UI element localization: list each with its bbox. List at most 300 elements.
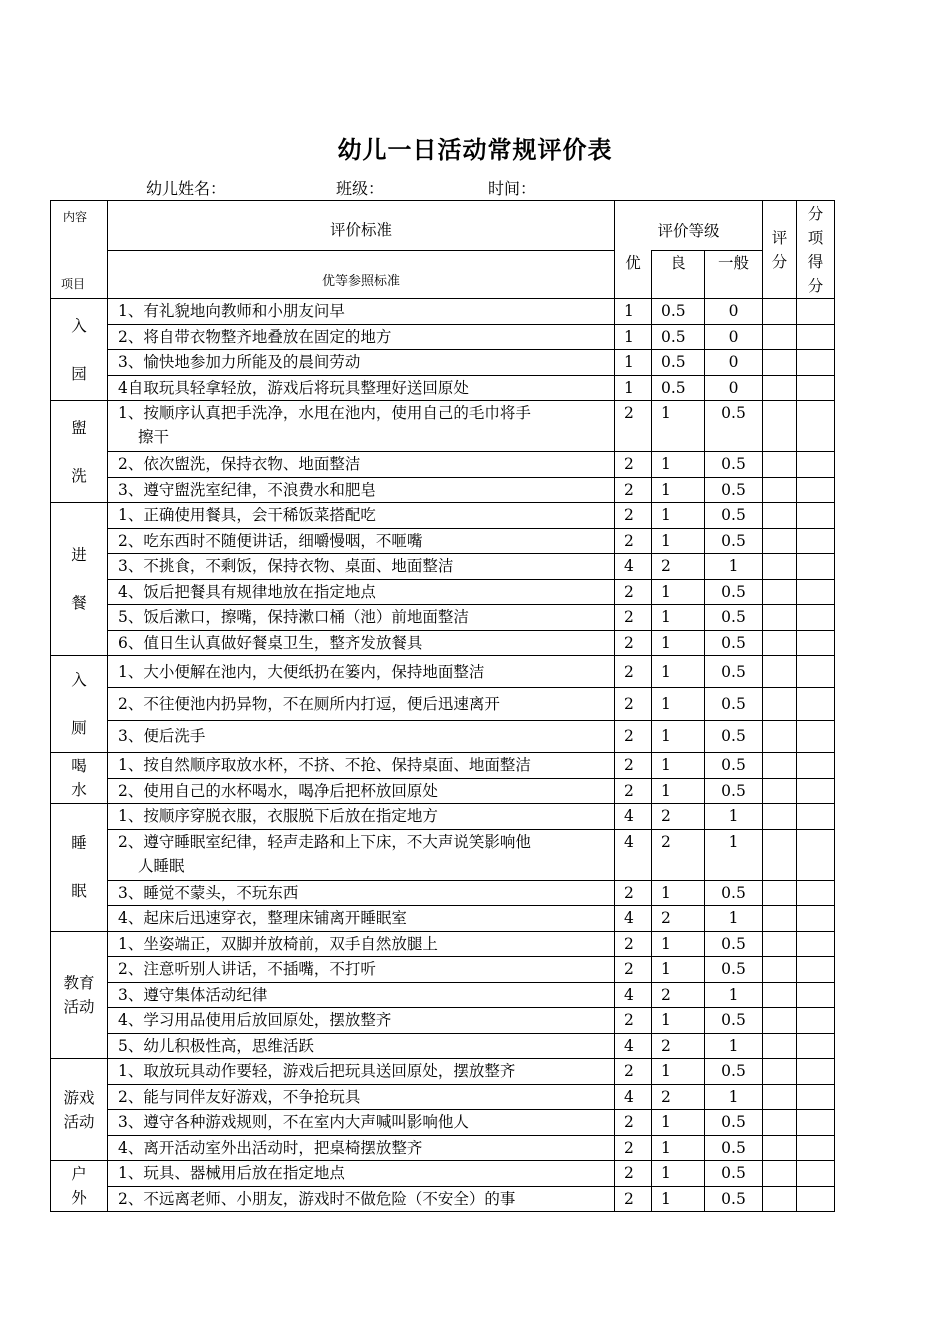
score-input-cell[interactable]: [763, 829, 797, 880]
grade-you-value: 2: [615, 880, 652, 906]
grade-liang-value: 1: [652, 931, 705, 957]
grade-yiban-value: 1: [705, 804, 763, 830]
criteria-cell: [108, 906, 615, 932]
header-row-2: [51, 251, 835, 299]
table-row: [51, 528, 835, 554]
score-input-cell[interactable]: [763, 778, 797, 804]
grade-yiban-value: 0.5: [705, 688, 763, 720]
criteria-cell: [108, 579, 615, 605]
item-score-input-cell[interactable]: [797, 324, 835, 350]
grade-yiban-value: 1: [705, 1033, 763, 1059]
grade-yiban-value: 1: [705, 829, 763, 880]
score-input-cell[interactable]: [763, 1033, 797, 1059]
grade-you-value: 2: [615, 957, 652, 983]
category-cell: [51, 401, 108, 503]
grade-yiban-header: 一般: [705, 251, 763, 299]
criteria-text: 4、学习用品使用后放回原处，摆放整齐: [118, 1011, 392, 1030]
score-input-cell[interactable]: [763, 906, 797, 932]
criteria-cell: [108, 630, 615, 656]
score-input-cell[interactable]: [763, 299, 797, 325]
grade-you-value: 1: [615, 324, 652, 350]
item-score-input-cell[interactable]: [797, 1161, 835, 1187]
category-cell: [51, 753, 108, 804]
grade-yiban-value: 0.5: [705, 1186, 763, 1212]
item-score-input-cell[interactable]: [797, 452, 835, 478]
table-row: [51, 656, 835, 688]
criteria-cell: [108, 1008, 615, 1034]
criteria-text: 2、能与同伴友好游戏，不争抢玩具: [118, 1087, 361, 1106]
criteria-text-continued: 人睡眠: [138, 856, 185, 875]
criteria-cell: [108, 753, 615, 779]
grade-yiban-value: 0.5: [705, 1110, 763, 1136]
grade-liang-value: 2: [652, 982, 705, 1008]
grade-you-value: 4: [615, 1033, 652, 1059]
grade-you-value: 4: [615, 982, 652, 1008]
grade-liang-value: 1: [652, 503, 705, 529]
grade-you-value: 1: [615, 375, 652, 401]
grade-yiban-value: 1: [705, 1084, 763, 1110]
table-row: [51, 554, 835, 580]
grade-you-value: 2: [615, 401, 652, 452]
score-input-cell[interactable]: [763, 688, 797, 720]
criteria-text: 3、遵守各种游戏规则，不在室内大声喊叫影响他人: [118, 1113, 469, 1132]
table-row: [51, 324, 835, 350]
grade-yiban-value: 0.5: [705, 1135, 763, 1161]
item-score-input-cell[interactable]: [797, 753, 835, 779]
table-row: [51, 753, 835, 779]
criteria-cell: [108, 1059, 615, 1085]
grade-you-value: 2: [615, 605, 652, 631]
criteria-text: 3、便后洗手: [118, 727, 206, 746]
item-score-input-cell[interactable]: [797, 477, 835, 503]
grade-you-value: 2: [615, 778, 652, 804]
item-score-input-cell[interactable]: [797, 1008, 835, 1034]
grade-liang-value: 1: [652, 880, 705, 906]
criteria-cell: [108, 477, 615, 503]
score-input-cell[interactable]: [763, 554, 797, 580]
criteria-cell: [108, 1186, 615, 1212]
score-input-cell[interactable]: [763, 753, 797, 779]
criteria-cell: [108, 528, 615, 554]
score-input-cell[interactable]: [763, 1161, 797, 1187]
criteria-cell: [108, 1110, 615, 1136]
grade-liang-value: 1: [652, 688, 705, 720]
table-row: [51, 1033, 835, 1059]
grade-yiban-value: 0.5: [705, 528, 763, 554]
score-input-cell[interactable]: [763, 350, 797, 376]
item-score-input-cell[interactable]: [797, 375, 835, 401]
category-label: 睡眠: [71, 834, 87, 901]
score-input-cell[interactable]: [763, 957, 797, 983]
grade-you-value: 2: [615, 1110, 652, 1136]
grade-yiban-value: 0.5: [705, 656, 763, 688]
criteria-cell: [108, 503, 615, 529]
table-row: [51, 299, 835, 325]
grade-yiban-value: 0.5: [705, 957, 763, 983]
grade-yiban-value: 0.5: [705, 630, 763, 656]
score-input-cell[interactable]: [763, 401, 797, 452]
table-row: [51, 630, 835, 656]
grade-liang-value: 1: [652, 1135, 705, 1161]
grade-you-value: 1: [615, 299, 652, 325]
grade-liang-value: 2: [652, 1084, 705, 1110]
grade-liang-value: 0.5: [652, 350, 705, 376]
item-score-input-cell[interactable]: [797, 957, 835, 983]
grade-you-value: 2: [615, 1135, 652, 1161]
grade-liang-value: 1: [652, 1008, 705, 1034]
grade-yiban-value: 0: [705, 324, 763, 350]
table-row: [51, 350, 835, 376]
table-row: [51, 1135, 835, 1161]
grade-liang-value: 2: [652, 1033, 705, 1059]
table-row: [51, 931, 835, 957]
grade-yiban-value: 0.5: [705, 503, 763, 529]
score-input-cell[interactable]: [763, 579, 797, 605]
criteria-text: 3、不挑食，不剩饭，保持衣物、桌面、地面整洁: [118, 557, 454, 576]
grade-liang-value: 1: [652, 452, 705, 478]
category-label: 入厕: [71, 671, 87, 737]
criteria-text: 3、遵守盥洗室纪律，不浪费水和肥皂: [118, 480, 376, 499]
criteria-cell: [108, 554, 615, 580]
item-score-input-cell[interactable]: [797, 906, 835, 932]
category-label: 入园: [71, 316, 87, 383]
criteria-cell: [108, 778, 615, 804]
criteria-cell: [108, 880, 615, 906]
criteria-cell: [108, 324, 615, 350]
grade-liang-value: 1: [652, 778, 705, 804]
header-row-1: [51, 201, 835, 251]
grade-you-header: 优: [615, 251, 652, 299]
grade-yiban-value: 0.5: [705, 579, 763, 605]
item-score-input-cell[interactable]: [797, 299, 835, 325]
item-score-input-cell[interactable]: [797, 1033, 835, 1059]
grade-you-value: 2: [615, 753, 652, 779]
score-input-cell[interactable]: [763, 1110, 797, 1136]
category-cell: [51, 299, 108, 401]
score-input-cell[interactable]: [763, 1059, 797, 1085]
grade-you-value: 2: [615, 656, 652, 688]
item-score-input-cell[interactable]: [797, 880, 835, 906]
criteria-subheader: 优等参照标准: [108, 251, 615, 299]
grade-yiban-value: 1: [705, 906, 763, 932]
item-score-input-cell[interactable]: [797, 1084, 835, 1110]
grade-liang-value: 1: [652, 1161, 705, 1187]
grade-liang-value: 0.5: [652, 375, 705, 401]
evaluation-table: [50, 200, 835, 1212]
table-row: [51, 579, 835, 605]
item-score-input-cell[interactable]: [797, 605, 835, 631]
item-score-input-cell[interactable]: [797, 1110, 835, 1136]
criteria-text: 1、取放玩具动作要轻，游戏后把玩具送回原处，摆放整齐: [118, 1062, 516, 1081]
score-input-cell[interactable]: [763, 804, 797, 830]
score-input-cell[interactable]: [763, 605, 797, 631]
category-cell: [51, 1161, 108, 1212]
grade-yiban-value: 0: [705, 299, 763, 325]
category-cell: [51, 804, 108, 932]
criteria-text-continued: 擦干: [138, 428, 170, 446]
criteria-text: 1、正确使用餐具，会干稀饭菜搭配吃: [118, 506, 376, 525]
grade-liang-value: 1: [652, 605, 705, 631]
criteria-text: 4、起床后迅速穿衣，整理床铺离开睡眠室: [118, 909, 407, 928]
table-row: [51, 1161, 835, 1187]
criteria-header: 评价标准: [108, 201, 615, 251]
criteria-cell: [108, 1161, 615, 1187]
criteria-text: 1、有礼貌地向教师和小朋友问早: [118, 302, 345, 321]
criteria-text: 5、幼儿积极性高，思维活跃: [118, 1036, 314, 1055]
grade-yiban-value: 0.5: [705, 720, 763, 752]
score-header: 评分: [763, 201, 797, 299]
grade-liang-value: 1: [652, 753, 705, 779]
page-title: 幼儿一日活动常规评价表: [337, 136, 613, 164]
grade-liang-value: 1: [652, 401, 705, 452]
item-score-input-cell[interactable]: [797, 829, 835, 880]
table-row: [51, 688, 835, 720]
criteria-cell: [108, 375, 615, 401]
category-cell: [51, 1059, 108, 1161]
criteria-text: 2、依次盥洗，保持衣物、地面整洁: [118, 455, 361, 474]
grade-yiban-value: 0.5: [705, 880, 763, 906]
score-input-cell[interactable]: [763, 931, 797, 957]
grade-you-value: 2: [615, 1059, 652, 1085]
criteria-cell: [108, 1084, 615, 1110]
criteria-text: 3、睡觉不蒙头，不玩东西: [118, 883, 299, 902]
grade-liang-value: 2: [652, 906, 705, 932]
table-row: [51, 906, 835, 932]
criteria-text: 3、愉快地参加力所能及的晨间劳动: [118, 353, 361, 372]
grade-you-value: 2: [615, 720, 652, 752]
grade-yiban-value: 0.5: [705, 401, 763, 452]
table-row: [51, 503, 835, 529]
grade-yiban-value: 0.5: [705, 1161, 763, 1187]
criteria-text: 5、饭后漱口，擦嘴，保持漱口桶（池）前地面整洁: [118, 608, 469, 627]
grade-you-value: 2: [615, 1186, 652, 1212]
table-row: [51, 477, 835, 503]
grade-liang-value: 2: [652, 804, 705, 830]
category-label: 游戏活动: [63, 1088, 95, 1131]
score-input-cell[interactable]: [763, 1135, 797, 1161]
grade-you-value: 2: [615, 1161, 652, 1187]
criteria-text: 2、不往便池内扔异物，不在厕所内打逗，便后迅速离开: [118, 694, 500, 713]
score-input-cell[interactable]: [763, 720, 797, 752]
table-row: [51, 720, 835, 752]
grade-yiban-value: 1: [705, 554, 763, 580]
score-input-cell[interactable]: [763, 1084, 797, 1110]
criteria-cell: [108, 452, 615, 478]
table-row: [51, 375, 835, 401]
category-label: 进餐: [71, 546, 87, 612]
criteria-text: 4、离开活动室外出活动时，把桌椅摆放整齐: [118, 1138, 423, 1157]
item-score-input-cell[interactable]: [797, 630, 835, 656]
item-score-input-cell[interactable]: [797, 579, 835, 605]
criteria-text: 4、饭后把餐具有规律地放在指定地点: [118, 582, 376, 601]
grade-you-value: 2: [615, 1008, 652, 1034]
category-cell: [51, 503, 108, 656]
grade-yiban-value: 0.5: [705, 753, 763, 779]
item-score-input-cell[interactable]: [797, 554, 835, 580]
grade-liang-value: 1: [652, 720, 705, 752]
item-score-input-cell[interactable]: [797, 778, 835, 804]
grade-you-value: 4: [615, 906, 652, 932]
table-row: [51, 1186, 835, 1212]
class-label: 班级：: [336, 179, 385, 198]
grade-liang-value: 0.5: [652, 324, 705, 350]
criteria-cell: [108, 957, 615, 983]
criteria-text: 1、按自然顺序取放水杯，不挤、不抢、保持桌面、地面整洁: [118, 756, 531, 775]
table-row: [51, 804, 835, 830]
criteria-text: 2、注意听别人讲话，不插嘴，不打听: [118, 960, 376, 979]
content-label: 内容: [63, 210, 88, 224]
score-input-cell[interactable]: [763, 880, 797, 906]
criteria-cell: [108, 804, 615, 830]
grade-yiban-value: 0.5: [705, 605, 763, 631]
criteria-text: 2、遵守睡眠室纪律，轻声走路和上下床，不大声说笑影响他: [118, 832, 531, 851]
criteria-text: 1、大小便解在池内，大便纸扔在篓内，保持地面整洁: [118, 662, 485, 681]
criteria-cell: [108, 982, 615, 1008]
score-input-cell[interactable]: [763, 630, 797, 656]
table-row: [51, 778, 835, 804]
category-label: 户外: [71, 1165, 87, 1207]
item-score-input-cell[interactable]: [797, 503, 835, 529]
criteria-text: 1、按顺序认真把手洗净，水甩在池内，使用自己的毛巾将手: [118, 404, 531, 422]
item-score-input-cell[interactable]: [797, 688, 835, 720]
item-score-input-cell[interactable]: [797, 982, 835, 1008]
criteria-cell: [108, 605, 615, 631]
grade-liang-value: 2: [652, 829, 705, 880]
criteria-text: 1、玩具、器械用后放在指定地点: [118, 1164, 345, 1183]
table-row: [51, 982, 835, 1008]
criteria-cell: [108, 1033, 615, 1059]
criteria-cell: [108, 720, 615, 752]
criteria-cell: [108, 656, 615, 688]
grade-yiban-value: 0.5: [705, 477, 763, 503]
criteria-text: 4自取玩具轻拿轻放，游戏后将玩具整理好送回原处: [118, 378, 469, 397]
criteria-text: 2、将自带衣物整齐地叠放在固定的地方: [118, 327, 392, 346]
table-row: [51, 957, 835, 983]
score-input-cell[interactable]: [763, 1008, 797, 1034]
item-score-input-cell[interactable]: [797, 1186, 835, 1212]
grade-liang-header: 良: [652, 251, 705, 299]
score-input-cell[interactable]: [763, 375, 797, 401]
category-label: 教育活动: [63, 973, 95, 1016]
grade-you-value: 4: [615, 554, 652, 580]
score-input-cell[interactable]: [763, 982, 797, 1008]
item-score-input-cell[interactable]: [797, 931, 835, 957]
grade-yiban-value: 0.5: [705, 1059, 763, 1085]
item-score-input-cell[interactable]: [797, 1059, 835, 1085]
grade-yiban-value: 0.5: [705, 778, 763, 804]
grade-you-value: 1: [615, 350, 652, 376]
grade-liang-value: 1: [652, 579, 705, 605]
table-row: [51, 880, 835, 906]
item-score-input-cell[interactable]: [797, 804, 835, 830]
criteria-text: 2、吃东西时不随便讲话，细嚼慢咽，不咂嘴: [118, 531, 423, 550]
grade-liang-value: 1: [652, 957, 705, 983]
grade-liang-value: 1: [652, 1059, 705, 1085]
grade-you-value: 2: [615, 579, 652, 605]
criteria-cell: [108, 829, 615, 880]
criteria-cell: [108, 688, 615, 720]
grade-yiban-value: 0.5: [705, 452, 763, 478]
grade-liang-value: 1: [652, 656, 705, 688]
grade-yiban-value: 1: [705, 982, 763, 1008]
table-row: [51, 1008, 835, 1034]
table-row: [51, 605, 835, 631]
grade-you-value: 4: [615, 804, 652, 830]
grade-yiban-value: 0.5: [705, 931, 763, 957]
criteria-cell: [108, 350, 615, 376]
time-label: 时间：: [488, 179, 537, 198]
grade-yiban-value: 0: [705, 350, 763, 376]
grade-liang-value: 1: [652, 630, 705, 656]
table-row: [51, 1110, 835, 1136]
criteria-cell: [108, 1135, 615, 1161]
grade-header: 评价等级: [615, 201, 763, 251]
category-label: 盥洗: [71, 418, 87, 485]
grade-liang-value: 1: [652, 528, 705, 554]
category-label: 喝水: [71, 757, 87, 799]
score-input-cell[interactable]: [763, 324, 797, 350]
content-item-header-cell: [51, 201, 108, 299]
score-input-cell[interactable]: [763, 528, 797, 554]
item-score-input-cell[interactable]: [797, 350, 835, 376]
category-cell: [51, 656, 108, 753]
table-row: [51, 401, 835, 452]
criteria-cell: [108, 931, 615, 957]
score-input-cell[interactable]: [763, 452, 797, 478]
grade-you-value: 4: [615, 829, 652, 880]
grade-you-value: 2: [615, 688, 652, 720]
grade-liang-value: 0.5: [652, 299, 705, 325]
item-score-input-cell[interactable]: [797, 656, 835, 688]
grade-you-value: 2: [615, 452, 652, 478]
grade-liang-value: 1: [652, 1110, 705, 1136]
table-row: [51, 1059, 835, 1085]
score-input-cell[interactable]: [763, 503, 797, 529]
score-input-cell[interactable]: [763, 656, 797, 688]
grade-you-value: 2: [615, 503, 652, 529]
category-cell: [51, 931, 108, 1059]
grade-you-value: 2: [615, 477, 652, 503]
item-score-input-cell[interactable]: [797, 401, 835, 452]
item-score-input-cell[interactable]: [797, 1135, 835, 1161]
score-input-cell[interactable]: [763, 477, 797, 503]
child-name-label: 幼儿姓名：: [146, 179, 227, 198]
table-row: [51, 1084, 835, 1110]
criteria-text: 3、遵守集体活动纪律: [118, 985, 268, 1004]
item-score-input-cell[interactable]: [797, 720, 835, 752]
grade-you-value: 2: [615, 528, 652, 554]
criteria-text: 2、使用自己的水杯喝水，喝净后把杯放回原处: [118, 781, 438, 800]
grade-yiban-value: 0.5: [705, 1008, 763, 1034]
grade-liang-value: 1: [652, 1186, 705, 1212]
score-input-cell[interactable]: [763, 1186, 797, 1212]
grade-yiban-value: 0: [705, 375, 763, 401]
table-row: [51, 452, 835, 478]
grade-you-value: 2: [615, 630, 652, 656]
grade-liang-value: 2: [652, 554, 705, 580]
grade-liang-value: 1: [652, 477, 705, 503]
criteria-cell: [108, 401, 615, 452]
grade-you-value: 4: [615, 1084, 652, 1110]
item-score-input-cell[interactable]: [797, 528, 835, 554]
table-row: [51, 829, 835, 880]
criteria-cell: [108, 299, 615, 325]
grade-you-value: 2: [615, 931, 652, 957]
criteria-text: 2、不远离老师、小朋友，游戏时不做危险（不安全）的事: [118, 1189, 516, 1208]
criteria-text: 6、值日生认真做好餐桌卫生，整齐发放餐具: [118, 633, 423, 652]
criteria-text: 1、坐姿端正，双脚并放椅前，双手自然放腿上: [118, 934, 438, 953]
criteria-text: 1、按顺序穿脱衣服，衣服脱下后放在指定地方: [118, 807, 438, 826]
